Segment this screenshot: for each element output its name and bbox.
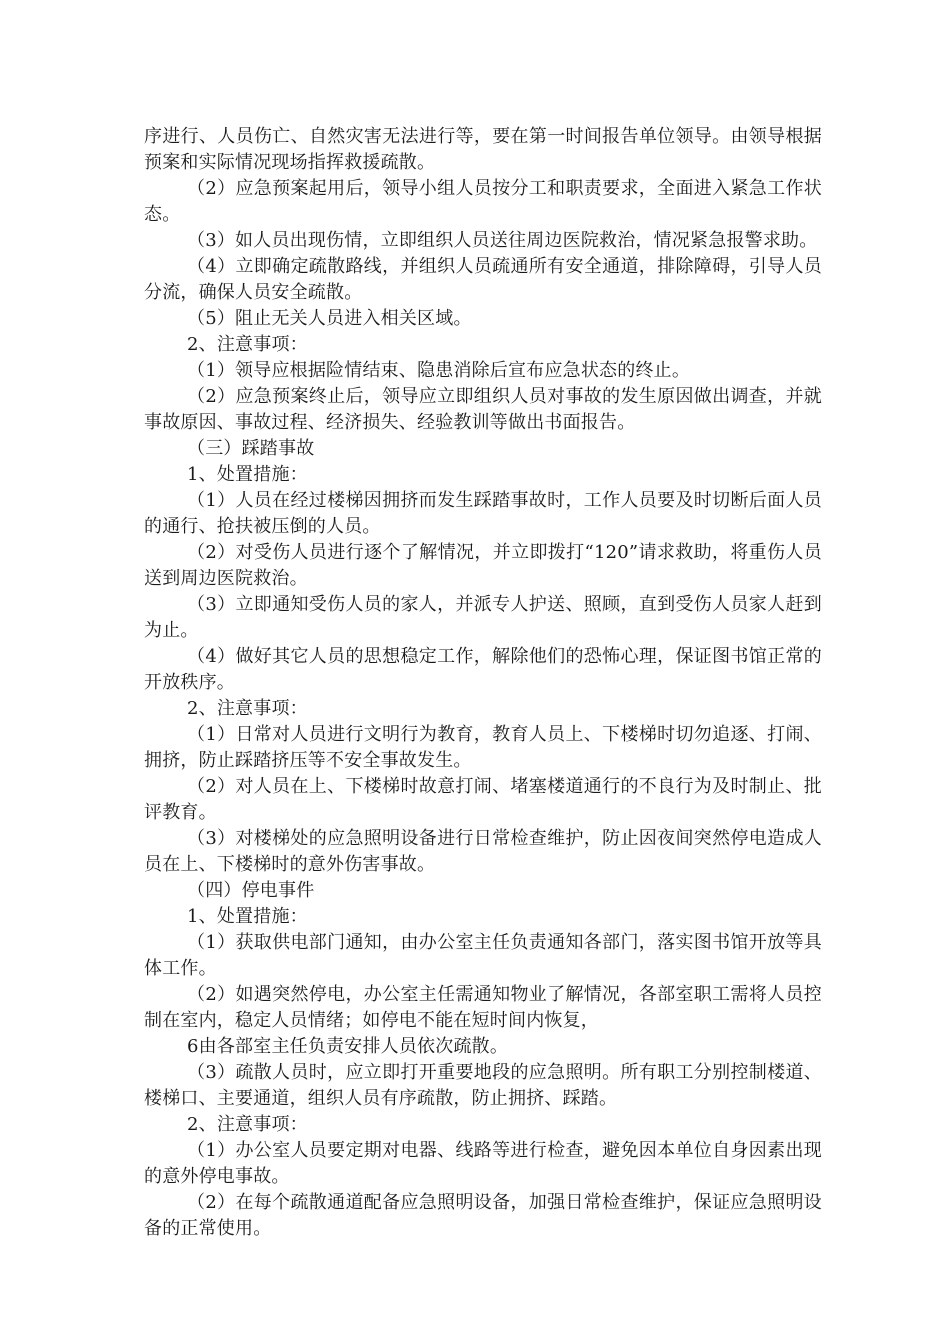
- document-body: [144, 124, 822, 1242]
- paragraph: （4）立即确定疏散路线，并组织人员疏通所有安全通道，排除障碍，引导人员分流，确保人员安全疏散。: [144, 256, 822, 303]
- section-subheading: 2、注意事项：: [187, 1114, 308, 1135]
- section-subheading: 1、处置措施：: [187, 906, 308, 927]
- paragraph: （1）日常对人员进行文明行为教育，教育人员上、下楼梯时切勿追逐、打闹、拥挤，防止踩踏挤压等不安全事故发生。: [144, 724, 822, 771]
- paragraph: （2）应急预案终止后，领导应立即组织人员对事故的发生原因做出调查，并就事故原因、事故过程、经济损失、经验教训等做出书面报告。: [144, 386, 822, 433]
- paragraph: （4）做好其它人员的思想稳定工作，解除他们的恐怖心理，保证图书馆正常的开放秩序。: [144, 646, 822, 693]
- paragraph: （3）疏散人员时，应立即打开重要地段的应急照明。所有职工分别控制楼道、楼梯口、主要通道，组织人员有序疏散，防止拥挤、踩踏。: [144, 1062, 822, 1109]
- section-subheading: 2、注意事项：: [187, 698, 308, 719]
- section-subheading: 1、处置措施：: [187, 464, 308, 485]
- paragraph: （2）在每个疏散通道配备应急照明设备，加强日常检查维护，保证应急照明设备的正常使用。: [144, 1192, 822, 1239]
- section-subheading: 2、注意事项：: [187, 334, 308, 355]
- paragraph: （1）人员在经过楼梯因拥挤而发生踩踏事故时，工作人员要及时切断后面人员的通行、抢扶被压倒的人员。: [144, 490, 822, 537]
- paragraph: 6由各部室主任负责安排人员依次疏散。: [187, 1036, 509, 1057]
- paragraph: （5）阻止无关人员进入相关区域。: [187, 308, 472, 329]
- paragraph: （3）立即通知受伤人员的家人，并派专人护送、照顾，直到受伤人员家人赶到为止。: [144, 594, 822, 641]
- section-heading: （三）踩踏事故: [187, 438, 315, 459]
- section-heading: （四）停电事件: [187, 880, 315, 901]
- paragraph: （1）办公室人员要定期对电器、线路等进行检查，避免因本单位自身因素出现的意外停电事故。: [144, 1140, 822, 1187]
- paragraph: （3）如人员出现伤情，立即组织人员送往周边医院救治，情况紧急报警求助。: [187, 230, 818, 251]
- paragraph: （3）对楼梯处的应急照明设备进行日常检查维护，防止因夜间突然停电造成人员在上、下楼梯时的意外伤害事故。: [144, 828, 822, 875]
- paragraph: （2）应急预案起用后，领导小组人员按分工和职责要求，全面进入紧急工作状态。: [144, 178, 822, 225]
- paragraph: （2）对人员在上、下楼梯时故意打闹、堵塞楼道通行的不良行为及时制止、批评教育。: [144, 776, 822, 823]
- paragraph: （1）领导应根据险情结束、隐患消除后宣布应急状态的终止。: [187, 360, 691, 381]
- paragraph: 序进行、人员伤亡、自然灾害无法进行等，要在第一时间报告单位领导。由领导根据预案和实际情况现场指挥救援疏散。: [144, 126, 822, 173]
- paragraph: （1）获取供电部门通知，由办公室主任负责通知各部门，落实图书馆开放等具体工作。: [144, 932, 822, 979]
- paragraph: （2）如遇突然停电，办公室主任需通知物业了解情况，各部室职工需将人员控制在室内，稳定人员情绪；如停电不能在短时间内恢复，: [144, 984, 822, 1031]
- paragraph: （2）对受伤人员进行逐个了解情况，并立即拨打“120”请求救助，将重伤人员送到周边医院救治。: [144, 542, 822, 589]
